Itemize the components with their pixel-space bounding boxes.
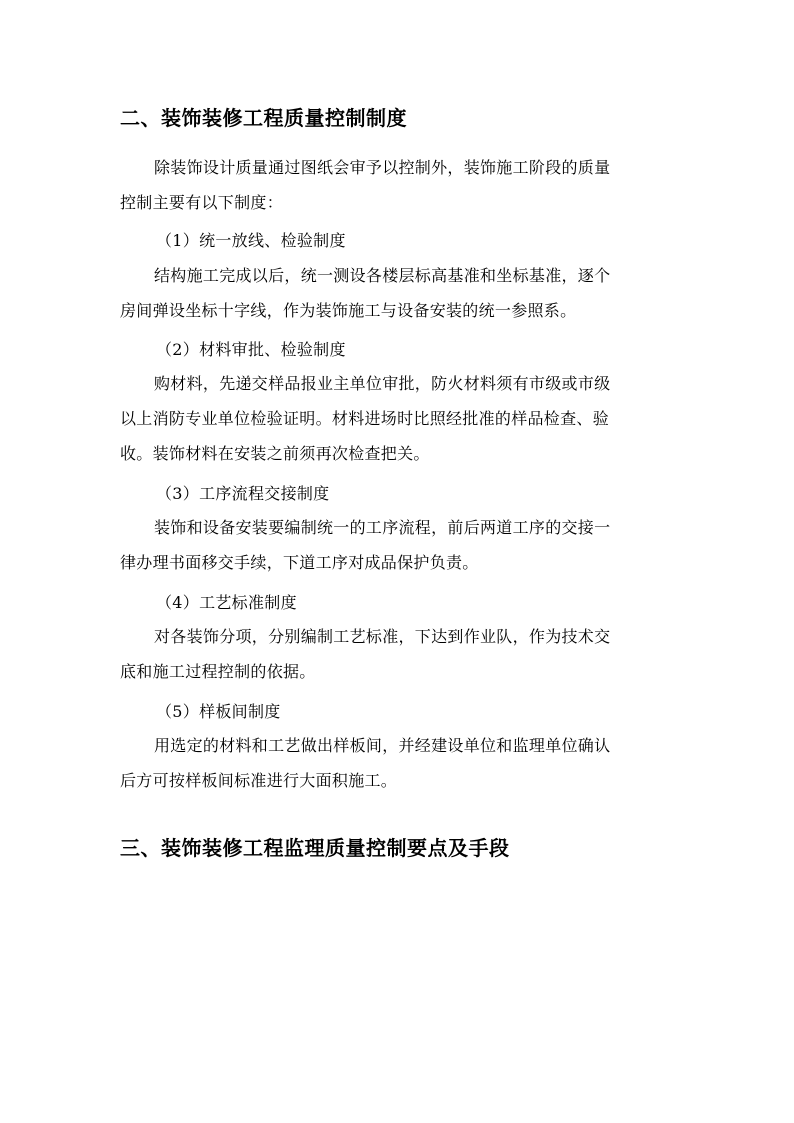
item-paragraph-5	[120, 728, 680, 798]
item-line: 房间弹设坐标十字线，作为装饰施工与设备安装的统一参照系。	[120, 301, 577, 320]
intro-line: 控制主要有以下制度：	[120, 193, 284, 212]
item-title-4: （4）工艺标准制度	[156, 593, 297, 612]
item-paragraph-3	[120, 510, 680, 580]
item-line: 收。装饰材料在安装之前须再次检查把关。	[120, 444, 430, 463]
item-line: 律办理书面移交手续，下道工序对成品保护负责。	[120, 553, 479, 572]
item-title-1: （1）统一放线、检验制度	[156, 231, 346, 250]
item-title-3: （3）工序流程交接制度	[156, 484, 330, 503]
item-line: 后方可按样板间标准进行大面积施工。	[120, 771, 398, 790]
item-title-2: （2）材料审批、检验制度	[156, 340, 346, 359]
item-line: 底和施工过程控制的依据。	[120, 662, 316, 681]
section-heading-supervision-control: 三、装饰装修工程监理质量控制要点及手段	[120, 836, 510, 860]
item-line: 购材料，先递交样品报业主单位审批，防火材料须有市级或市级	[154, 374, 611, 393]
item-title-5: （5）样板间制度	[156, 702, 281, 721]
item-paragraph-4	[120, 619, 680, 689]
item-paragraph-1	[120, 258, 680, 328]
intro-line: 除装饰设计质量通过图纸会审予以控制外，装饰施工阶段的质量	[154, 158, 611, 177]
intro-paragraph	[120, 150, 680, 220]
item-line: 以上消防专业单位检验证明。材料进场时比照经批准的样品检查、验	[120, 409, 610, 428]
item-paragraph-2	[120, 366, 680, 471]
item-line: 结构施工完成以后，统一测设各楼层标高基准和坐标基准，逐个	[154, 266, 611, 285]
item-line: 对各装饰分项，分别编制工艺标准，下达到作业队，作为技术交	[154, 627, 611, 646]
item-line: 装饰和设备安装要编制统一的工序流程，前后两道工序的交接一	[154, 518, 611, 537]
item-line: 用选定的材料和工艺做出样板间，并经建设单位和监理单位确认	[154, 736, 611, 755]
section-heading-quality-control-system: 二、装饰装修工程质量控制制度	[120, 106, 407, 130]
